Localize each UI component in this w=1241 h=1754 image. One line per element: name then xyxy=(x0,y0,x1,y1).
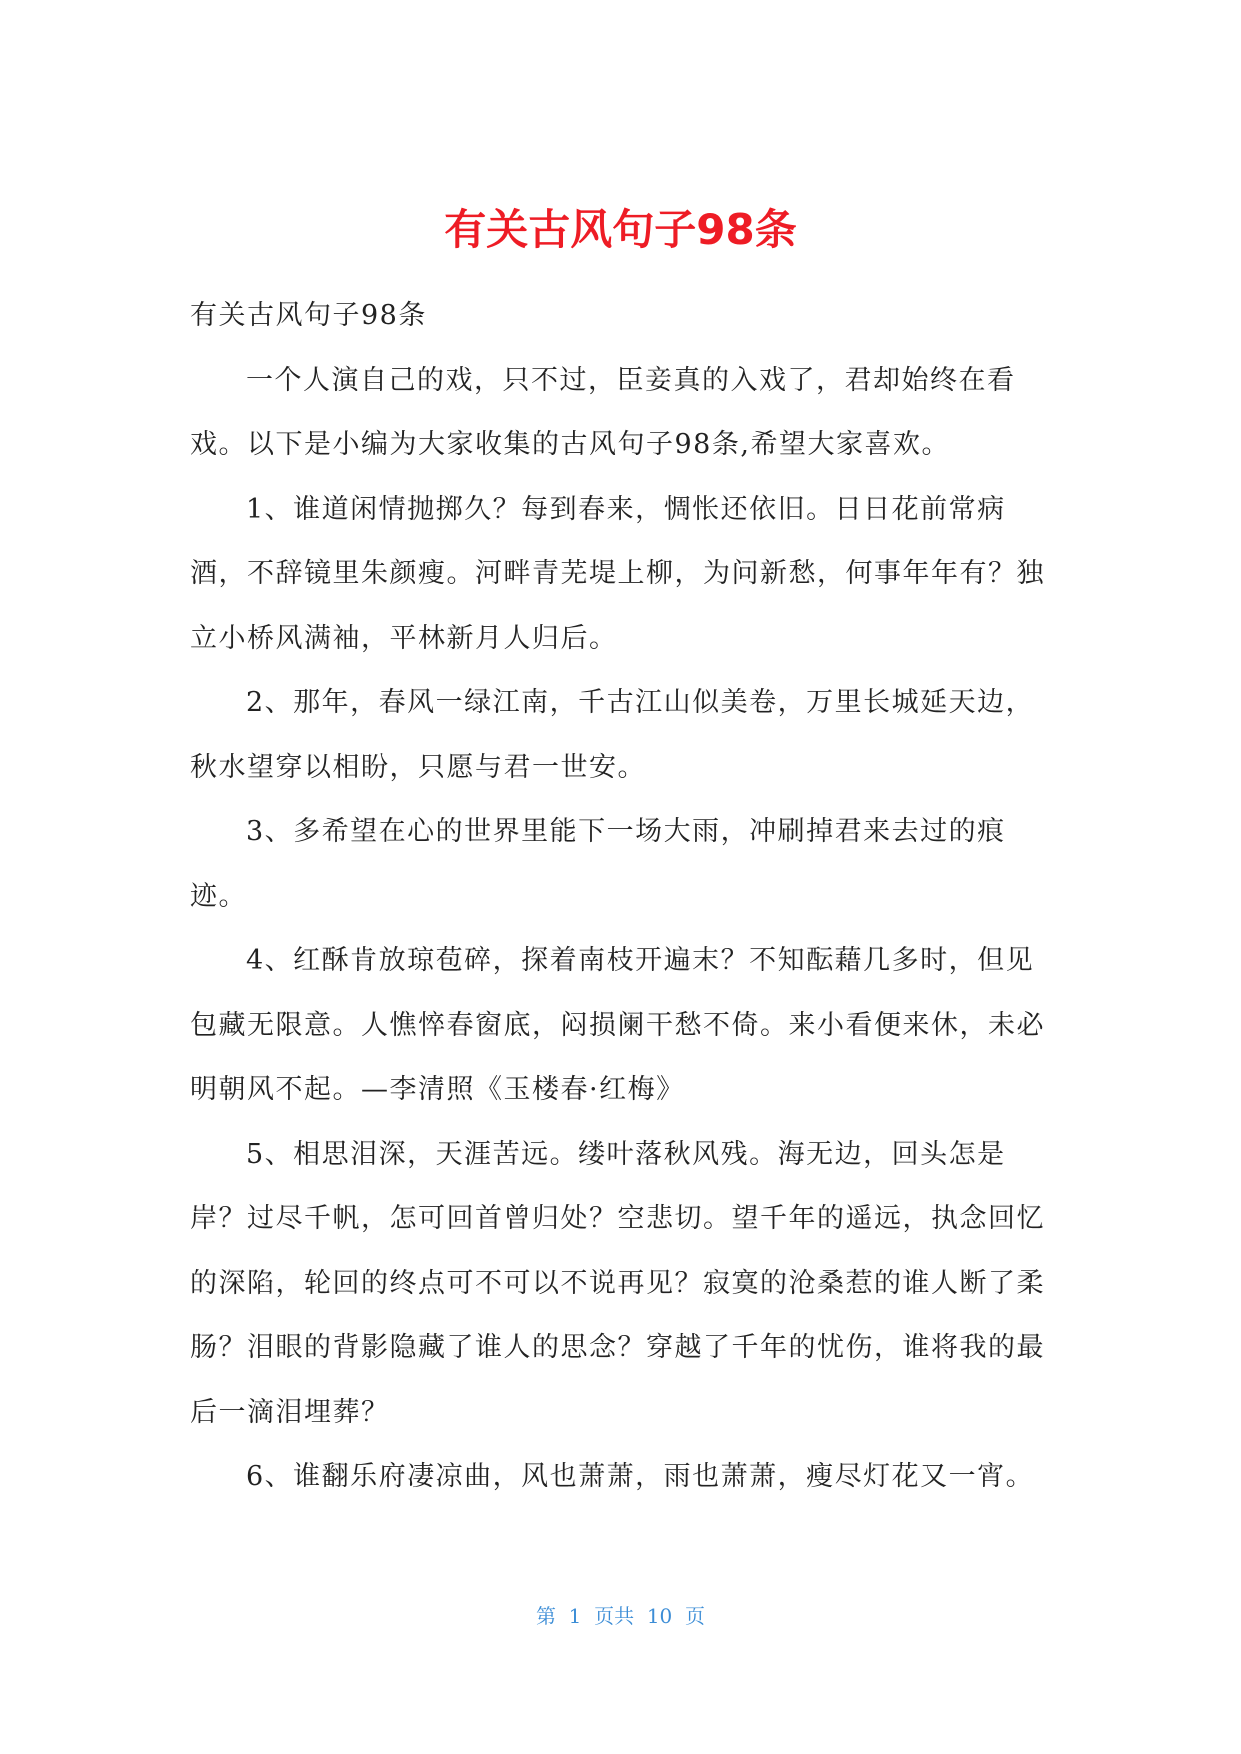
paragraph-2: 2、那年，春风一绿江南，千古江山似美卷，万里长城延天边，秋水望穿以相盼，只愿与君一世安。 xyxy=(190,687,1035,783)
paragraph-4: 4、红酥肯放琼苞碎，探着南枝开遍末？不知酝藉几多时，但见包藏无限意。人憔悴春窗底，闷损阑干愁不倚。来小看便来休，未必明朝风不起。—李清照《玉楼春·红梅》 xyxy=(190,945,1045,1105)
paragraph-5: 5、相思泪深，天涯苦远。缕叶落秋风残。海无边，回头怎是岸？过尽千帆，怎可回首曾归处？空悲切。望千年的遥远，执念回忆的深陷，轮回的终点可不可以不说再见？寂寞的沧桑惹的谁人断了柔肠？泪眼的背影隐藏了谁人的思念？穿越了千年的忧伤，谁将我的最后一滴泪埋葬？ xyxy=(190,1138,1045,1428)
document-subtitle: 有关古风句子98条 xyxy=(190,300,427,331)
paragraph-3: 3、多希望在心的世界里能下一场大雨，冲刷掉君来去过的痕迹。 xyxy=(190,816,1006,912)
paragraph-intro: 一个人演自己的戏，只不过，臣妾真的入戏了，君却始终在看戏。以下是小编为大家收集的古风句子98条,希望大家喜欢。 xyxy=(190,364,1016,460)
document-body xyxy=(190,284,1046,1510)
page-footer: 第 1 页共 10 页 xyxy=(535,1604,706,1628)
paragraph-6: 6、谁翻乐府凄凉曲，风也萧萧，雨也萧萧，瘦尽灯花又一宵。 xyxy=(246,1461,1035,1492)
page-title: 有关古风句子98条 xyxy=(444,205,797,254)
paragraph-1: 1、谁道闲情抛掷久？每到春来，惆怅还依旧。日日花前常病酒，不辞镜里朱颜瘦。河畔青芜堤上柳，为问新愁，何事年年有？独立小桥风满袖，平林新月人归后。 xyxy=(190,493,1045,654)
